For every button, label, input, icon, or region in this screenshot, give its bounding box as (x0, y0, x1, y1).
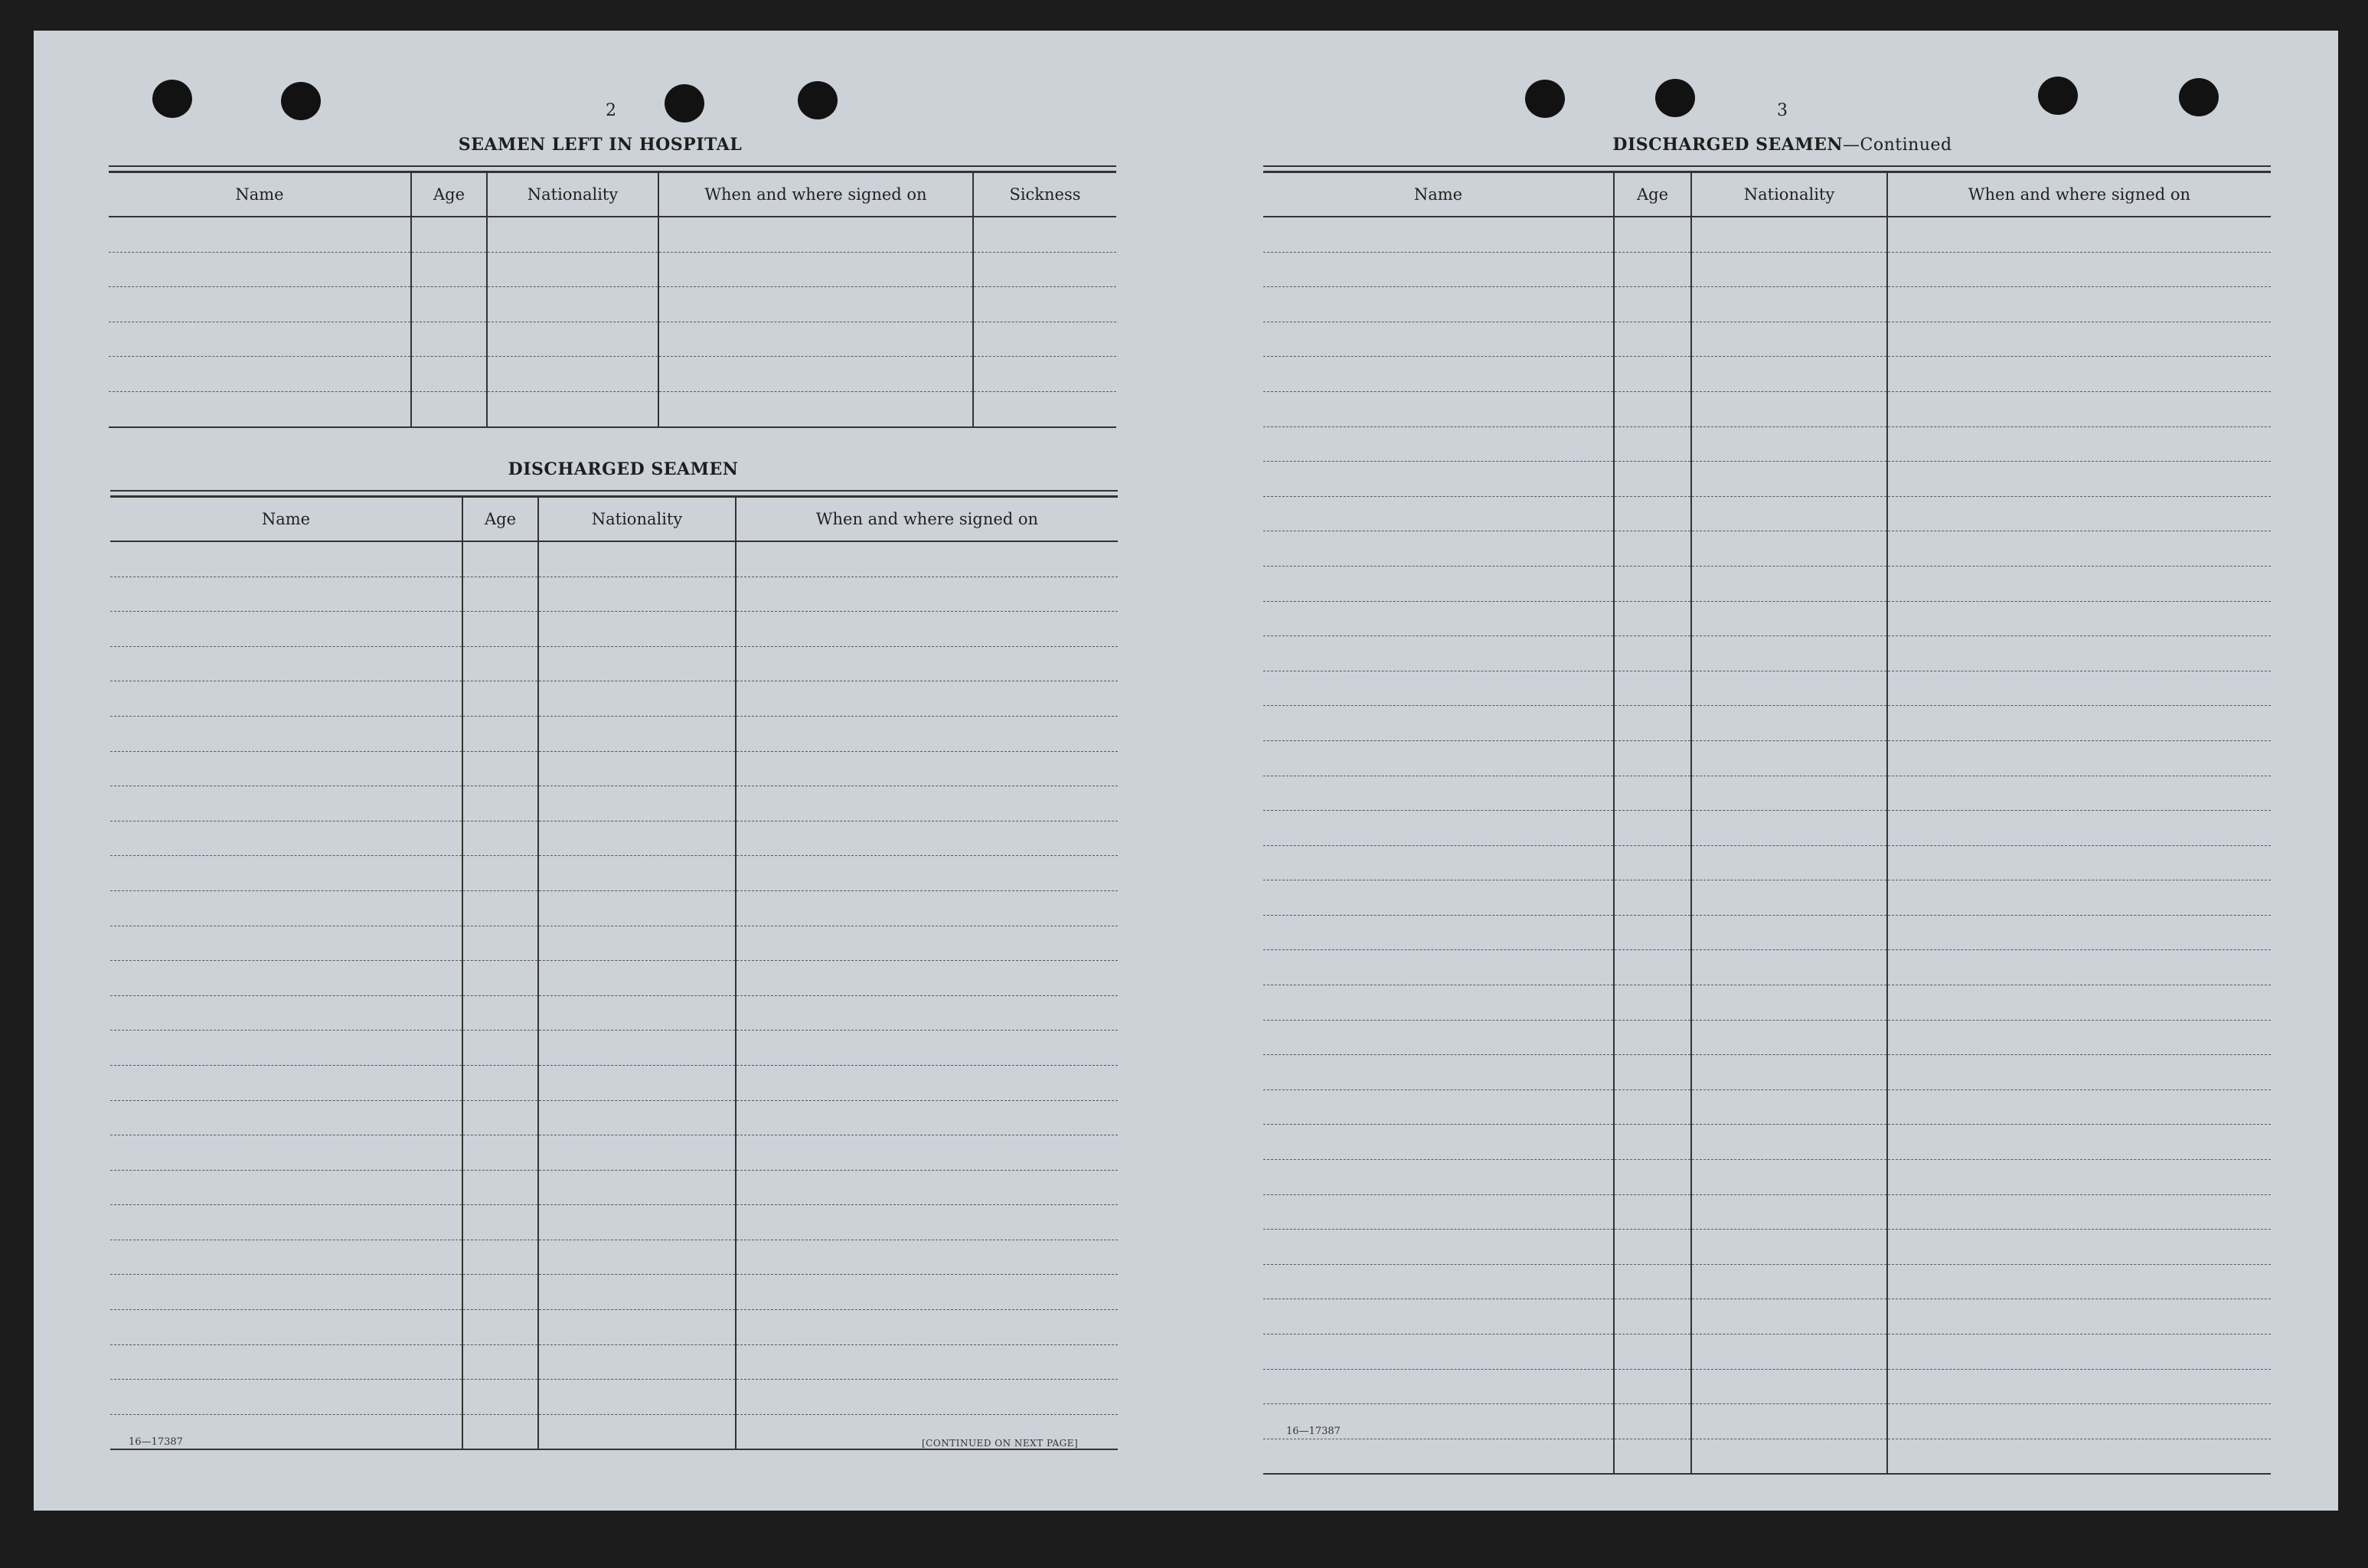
table-row (110, 1380, 1118, 1415)
table-row (110, 751, 1118, 786)
table-row (1263, 671, 2271, 706)
table-row (110, 961, 1118, 996)
table-row (109, 252, 1116, 287)
hospital-section-title: SEAMEN LEFT IN HOSPITAL (458, 135, 743, 155)
table-row (110, 926, 1118, 961)
ledger-sheet (34, 31, 2338, 1511)
table-row (1263, 531, 2271, 567)
column-header: Nationality (1691, 172, 1887, 217)
table-row (110, 995, 1118, 1031)
section-title-main: DISCHARGED SEAMEN (1612, 135, 1844, 155)
punch-hole-icon (152, 80, 192, 118)
column-header: Name (110, 497, 462, 542)
table-row (1263, 391, 2271, 426)
table-row (1263, 1264, 2271, 1299)
table-row (110, 1310, 1118, 1345)
table-row (109, 217, 1116, 252)
table-row (1263, 1404, 2271, 1439)
table-row (110, 890, 1118, 926)
table-row (1263, 601, 2271, 636)
table-row (1263, 880, 2271, 916)
table-row (1263, 776, 2271, 811)
discharged-continued-table (1263, 165, 2271, 1475)
table-row (110, 681, 1118, 717)
column-header: Age (411, 172, 487, 217)
table-row (1263, 287, 2271, 322)
table-row (1263, 915, 2271, 950)
form-number-left: 16—17387 (129, 1436, 183, 1448)
table-row (1263, 845, 2271, 880)
table-row (1263, 462, 2271, 497)
table-row (110, 716, 1118, 751)
table-row (109, 287, 1116, 322)
table-row (1263, 496, 2271, 531)
table-row (1263, 1230, 2271, 1265)
table-row (109, 391, 1116, 426)
table-row (1263, 1055, 2271, 1090)
table-row (1263, 1089, 2271, 1125)
discharged-continued-title (1553, 135, 2012, 155)
table-row (1263, 322, 2271, 357)
punch-hole-icon (2038, 77, 2078, 115)
table-row (110, 1135, 1118, 1171)
table-row (1263, 1334, 2271, 1370)
table-row (110, 856, 1118, 891)
table-row (1263, 985, 2271, 1021)
table-row (109, 357, 1116, 392)
table-row (110, 1205, 1118, 1240)
form-number-right: 16—17387 (1286, 1426, 1341, 1437)
table-row (1263, 1369, 2271, 1404)
table-row (110, 1031, 1118, 1066)
table-row (110, 786, 1118, 822)
table-row (1263, 217, 2271, 252)
page-number-left: 2 (606, 101, 616, 120)
column-header: Name (109, 172, 411, 217)
punch-hole-icon (1655, 79, 1695, 117)
column-header: When and where signed on (1887, 172, 2271, 217)
table-row (110, 1275, 1118, 1310)
table-row (110, 1100, 1118, 1135)
table-row (110, 541, 1118, 577)
table-row (1263, 950, 2271, 985)
column-header: Age (462, 497, 538, 542)
table-row (110, 646, 1118, 681)
page-number-right: 3 (1777, 101, 1788, 120)
punch-hole-icon (798, 81, 838, 119)
table-row (1263, 357, 2271, 392)
discharged-section-title: DISCHARGED SEAMEN (508, 459, 739, 479)
section-title-suffix: —Continued (1843, 136, 1952, 155)
continued-note: [CONTINUED ON NEXT PAGE] (922, 1438, 1079, 1449)
table-row (1263, 426, 2271, 462)
table-row (1263, 1194, 2271, 1230)
column-header: Nationality (538, 497, 736, 542)
column-header: When and where signed on (736, 497, 1118, 542)
table-row (109, 322, 1116, 357)
table-row (1263, 706, 2271, 741)
hospital-table (109, 165, 1116, 428)
table-row (110, 1344, 1118, 1380)
punch-hole-icon (1525, 80, 1565, 118)
table-row (1263, 566, 2271, 601)
table-row (110, 577, 1118, 612)
table-row (1263, 252, 2271, 287)
table-row (1263, 636, 2271, 671)
column-header: When and where signed on (658, 172, 973, 217)
discharged-table (110, 490, 1118, 1450)
punch-hole-icon (665, 84, 704, 122)
table-row (1263, 1439, 2271, 1474)
table-row (110, 1065, 1118, 1100)
punch-hole-icon (281, 82, 321, 120)
column-header: Age (1614, 172, 1691, 217)
table-row (110, 1170, 1118, 1205)
column-header: Sickness (973, 172, 1116, 217)
table-row (1263, 811, 2271, 846)
table-row (110, 612, 1118, 647)
table-row (1263, 1160, 2271, 1195)
table-row (1263, 1125, 2271, 1160)
table-row (1263, 1299, 2271, 1334)
table-row (1263, 1020, 2271, 1055)
punch-hole-icon (2179, 78, 2219, 116)
column-header: Nationality (487, 172, 658, 217)
table-row (1263, 740, 2271, 776)
table-row (110, 821, 1118, 856)
table-row (110, 1240, 1118, 1275)
column-header: Name (1263, 172, 1614, 217)
